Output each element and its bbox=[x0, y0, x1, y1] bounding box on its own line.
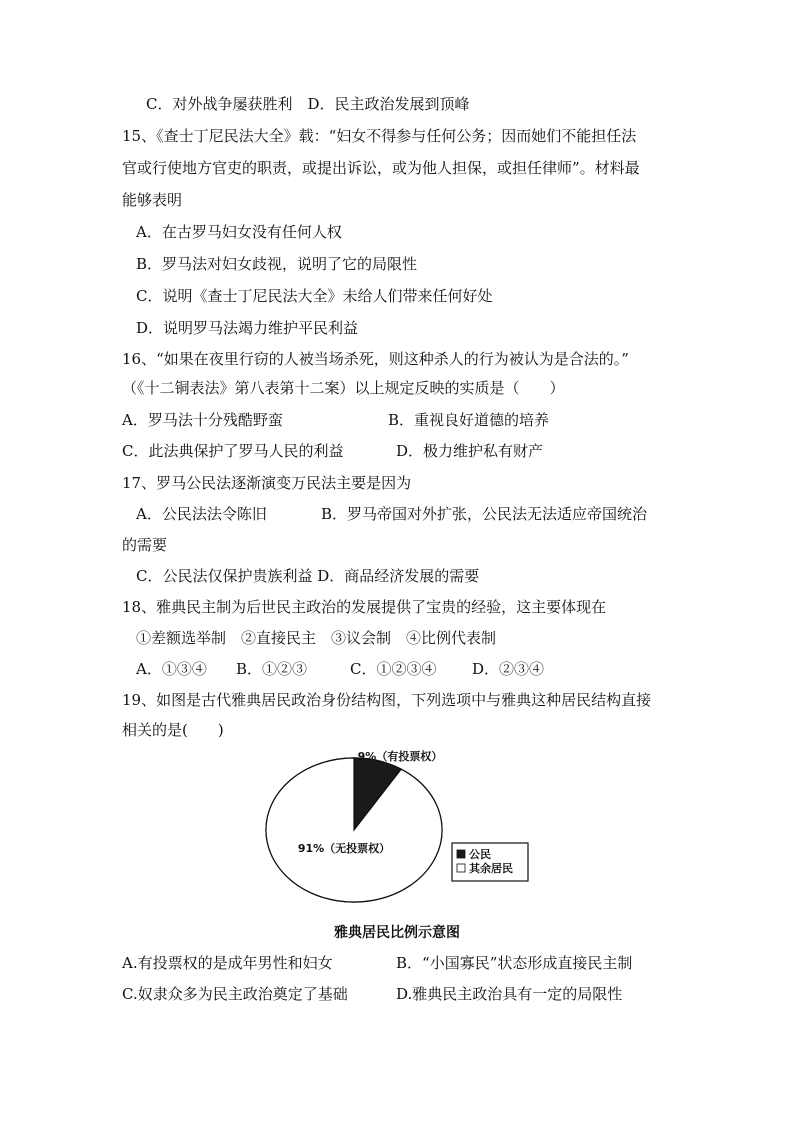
q16-option-d: D．极力维护私有财产 bbox=[396, 442, 544, 460]
q16-stem-1: 16、“如果在夜里行窃的人被当场杀死，则这种杀人的行为被认为是合法的。” bbox=[122, 350, 629, 368]
q15-stem-1: 15、《查士丁尼民法大全》载：“妇女不得参与任何公务；因而她们不能担任法 bbox=[122, 127, 637, 145]
q18-stem: 18、雅典民主制为后世民主政治的发展提供了宝贵的经验，这主要体现在 bbox=[122, 598, 607, 616]
q18-choices: ①差额选举制 ②直接民主 ③议会制 ④比例代表制 bbox=[136, 629, 497, 647]
q19-option-a: A.有投票权的是成年男性和妇女 bbox=[122, 954, 333, 972]
q17-option-b-cont: 的需要 bbox=[122, 536, 168, 554]
legend-swatch-others bbox=[457, 864, 465, 872]
q19-stem-2: 相关的是( ) bbox=[122, 721, 224, 739]
q18-option-c: C．①②③④ bbox=[350, 660, 437, 678]
legend bbox=[452, 843, 528, 881]
q15-stem-3: 能够表明 bbox=[122, 191, 183, 209]
q16-option-a: A．罗马法十分残酷野蛮 bbox=[122, 411, 283, 429]
q19-stem-1: 19、如图是古代雅典居民政治身份结构图，下列选项中与雅典这种居民结构直接 bbox=[122, 691, 652, 709]
q19-option-d: D.雅典民主政治具有一定的局限性 bbox=[396, 985, 623, 1003]
pie-chart bbox=[262, 740, 542, 918]
q17-option-b: B．罗马帝国对外扩张，公民法无法适应帝国统治 bbox=[321, 505, 648, 523]
q15-option-d: D．说明罗马法竭力维护平民利益 bbox=[136, 319, 359, 337]
legend-label-others: 其余居民 bbox=[469, 862, 513, 875]
q19-option-c: C.奴隶众多为民主政治奠定了基础 bbox=[122, 985, 348, 1003]
legend-swatch-citizens bbox=[457, 850, 465, 858]
chart-caption: 雅典居民比例示意图 bbox=[334, 925, 460, 941]
q15-option-c: C．说明《查士丁尼民法大全》未给人们带来任何好处 bbox=[136, 287, 493, 305]
pie-slice-others bbox=[266, 758, 442, 902]
q16-option-b: B．重视良好道德的培养 bbox=[388, 411, 550, 429]
q16-stem-2: （《十二铜表法》第八表第十二案）以上规定反映的实质是（ ） bbox=[122, 379, 565, 397]
slice-label-citizens: 9%（有投票权） bbox=[357, 750, 443, 763]
q18-option-d: D．②③④ bbox=[472, 660, 545, 678]
q17-options-cd: C．公民法仅保护贵族利益 D．商品经济发展的需要 bbox=[136, 567, 480, 585]
q18-option-b: B．①②③ bbox=[236, 660, 308, 678]
q15-option-b: B．罗马法对妇女歧视，说明了它的局限性 bbox=[136, 255, 418, 273]
q18-option-a: A．①③④ bbox=[136, 660, 207, 678]
q17-stem: 17、罗马公民法逐渐演变万民法主要是因为 bbox=[122, 474, 412, 492]
slice-label-others: 91%（无投票权） bbox=[297, 842, 391, 855]
q15-stem-2: 官或行使地方官吏的职责，或提出诉讼，或为他人担保，或担任律师”。材料最 bbox=[122, 159, 640, 177]
q17-option-a: A．公民法法令陈旧 bbox=[136, 505, 267, 523]
q16-option-c: C．此法典保护了罗马人民的利益 bbox=[122, 442, 344, 460]
q15-option-a: A．在古罗马妇女没有任何人权 bbox=[136, 223, 342, 241]
legend-label-citizens: 公民 bbox=[469, 848, 491, 861]
q14-options-cd: C．对外战争屡获胜利 D．民主政治发展到顶峰 bbox=[146, 95, 470, 113]
q19-option-b: B．“小国寡民”状态形成直接民主制 bbox=[396, 954, 633, 972]
